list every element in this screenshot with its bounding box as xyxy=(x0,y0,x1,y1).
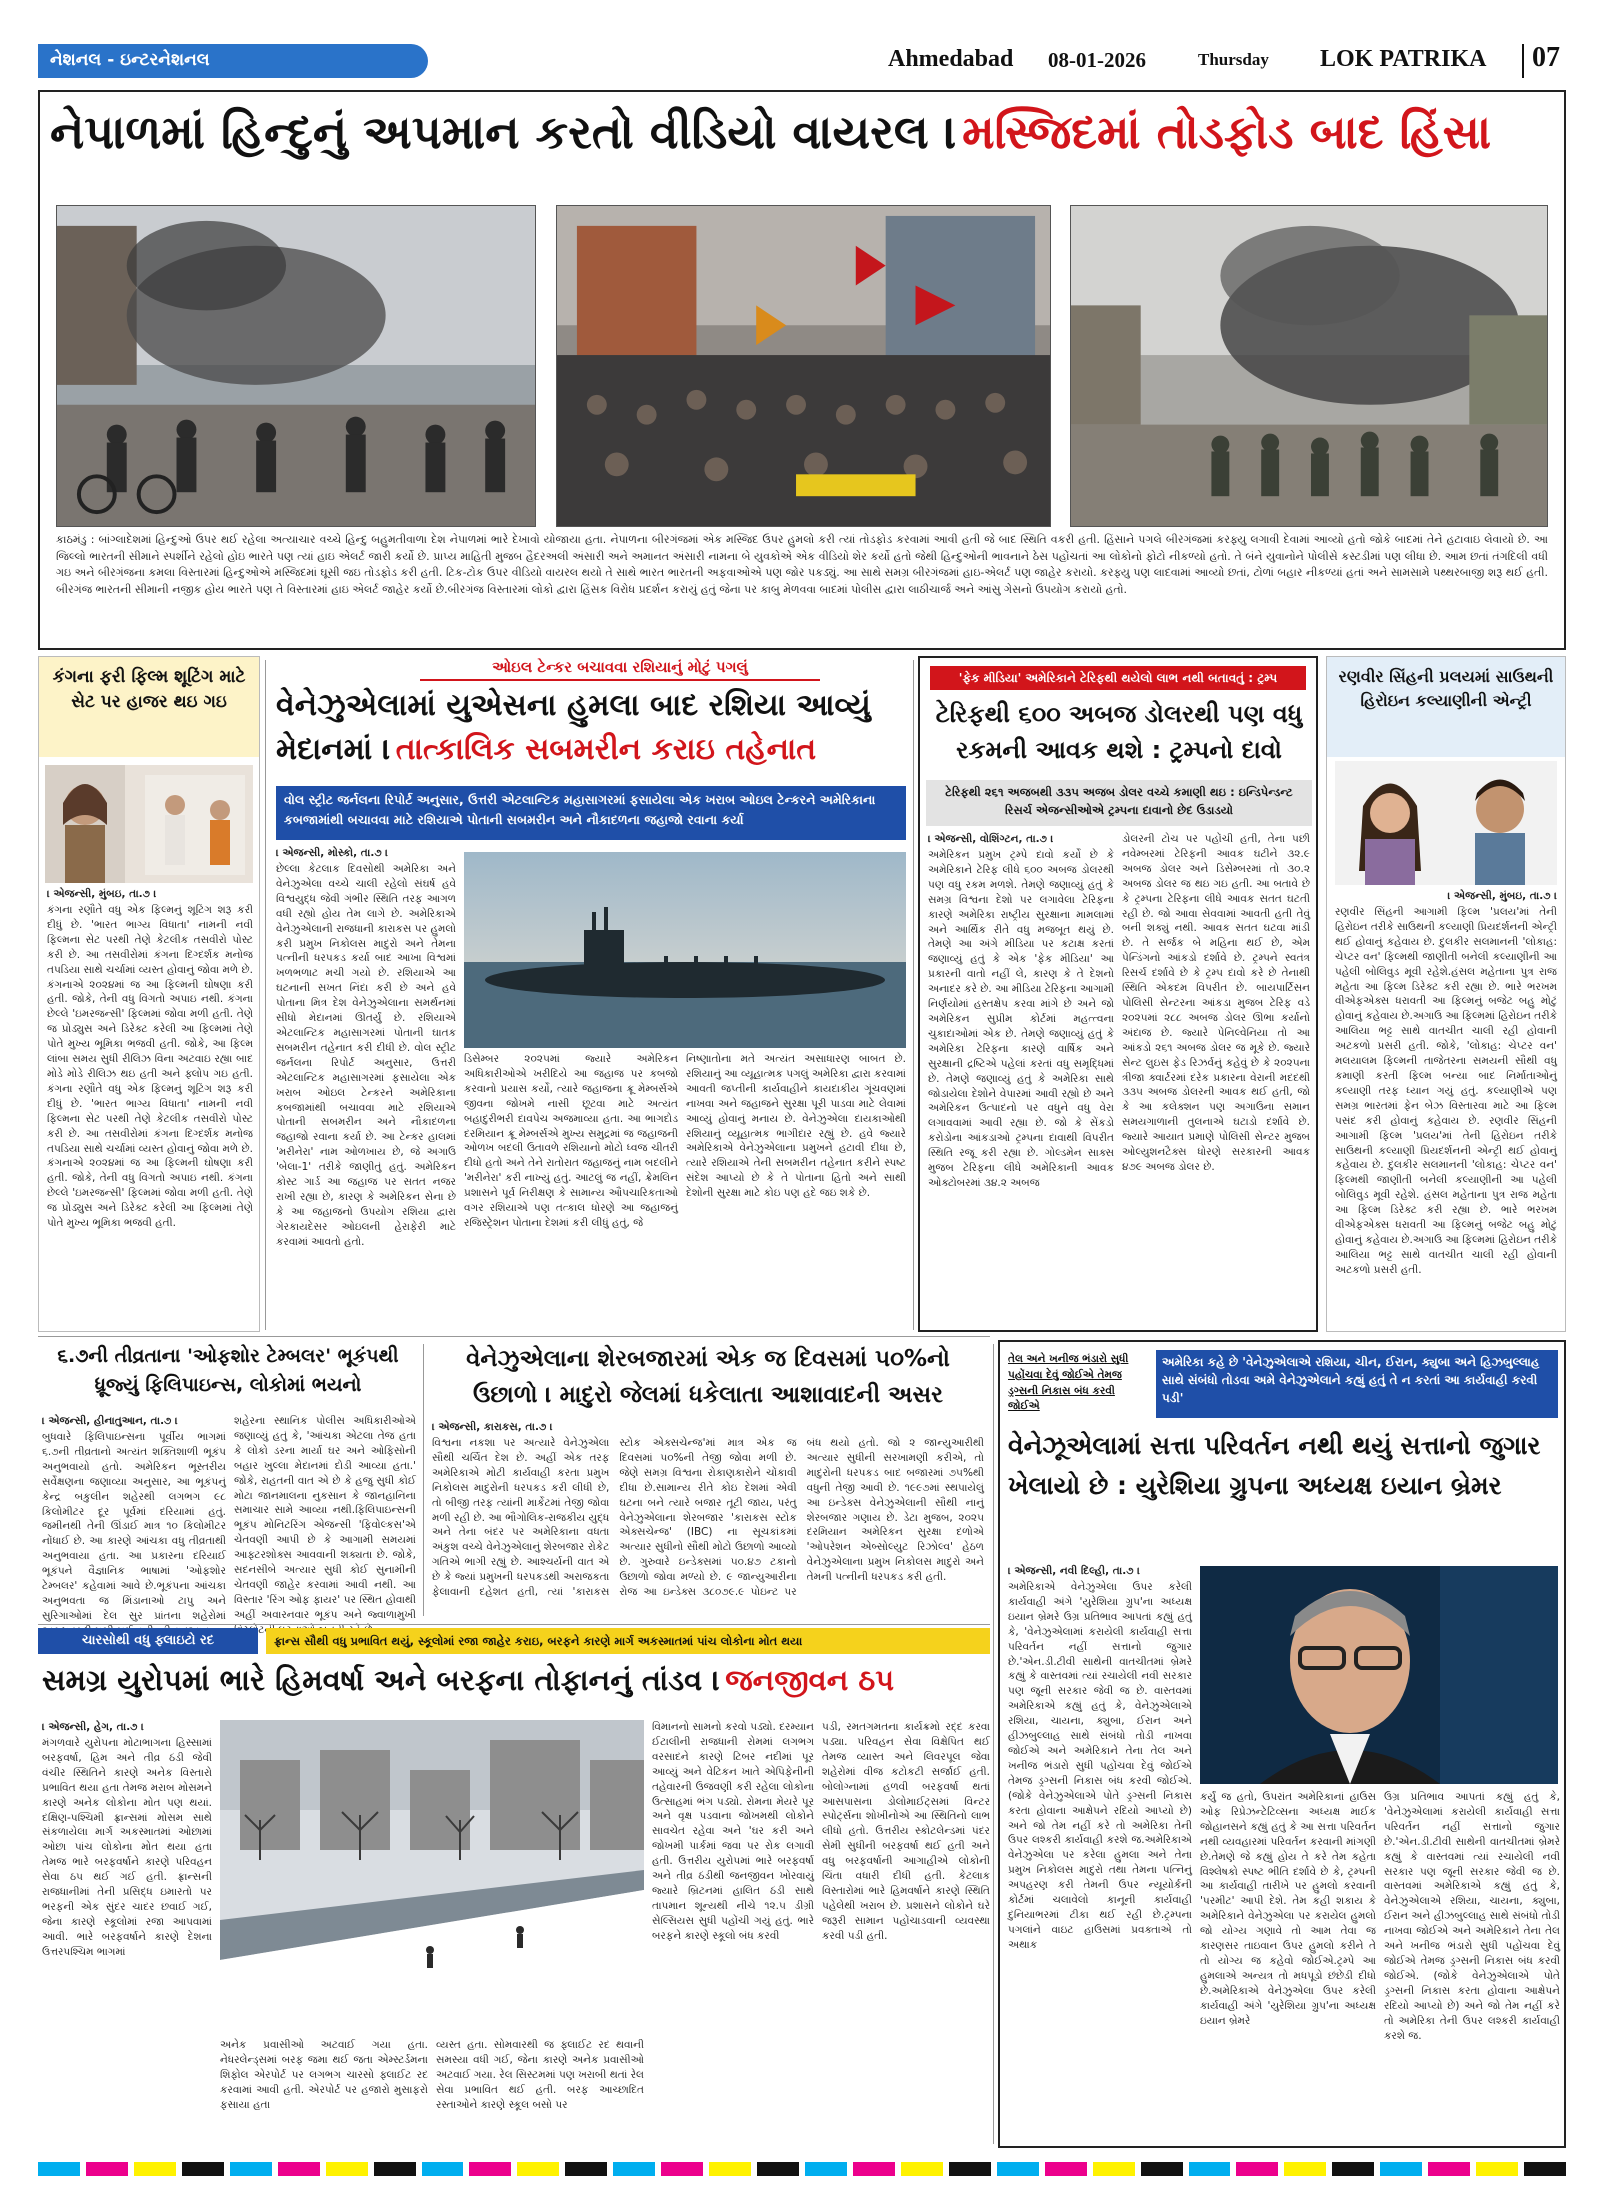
trump-tariff-kicker: 'ફેક મીડિયા' અમેરિકાને ટેરિફથી થયેલો લાભ નથી બતાવતું : ટ્રમ્પ xyxy=(930,666,1306,690)
divider-v4 xyxy=(993,1344,994,2144)
section-label: નેશનલ - ઇન્ટરનેશનલ xyxy=(50,50,210,70)
ranveer-dateline: । એજન્સી, મુંબઇ, તા.૭ । xyxy=(1447,890,1557,902)
snow-street-photo xyxy=(220,1720,644,2032)
europe-body-mid: વિમાનનો સામનો કરવો પડ્યો. દરમ્યાન ઈટાલીની રાજધાની રોમમાં લગભગ વરસાદને કારણે ટિબર નદીમાં પૂર આવ્યું અને વેટિકન ખાતે એપિફેનીની તહેવારની ઉજવણી કરી રહેલા લોકોના ઉત્સાહમાં ભંગ પડ્યો. રોમના મેયરે પૂર અને વૃક્ષ પડવાના જોખમથી લોકોને સાવચેત રહેવા અને 'ઘર કરી અને જોખમી પાર્કમાં જવા પર રોક લગાવી હતી. ઉત્તરીય યુરોપમાં ભારે બરફવર્ષા અને તીવ્ર ઠંડીથી જનજીવન ખોરવાયું જ્યારે બ્રિટનમાં હાલિત ઠંડી સાથે તાપમાન શૂન્યથી નીચે ૧૨.૫ ડીગ્રી સેલ્સિયસ સુધી પહોંચી ગયું હતું. ભારે બરફને કારણે સ્કૂલો બંધ કરવી xyxy=(652,1721,814,1942)
europe-story xyxy=(38,1628,990,2148)
paper-name: LOK PATRIKA xyxy=(1320,46,1487,72)
quake-story xyxy=(38,1340,418,1620)
stock-dateline: । એજન્સી, કારાકસ, તા.૭ । xyxy=(432,1421,553,1433)
lead-caption: કાઠમંડુ : બાંગ્લાદેશમાં હિન્દુઓ ઉપર થઈ રહેલા અત્યાચાર વચ્ચે હિન્દુ બહુમતીવાળા દેશ નેપાળમાં ભારે દેખાવો યોજાયા હતા. નેપાળના બીરગંજમાં એક મસ્જિદ ઉપર હુમલો કરી ત્યાં તોડફોડ કરવામાં આવી હતી જે બાદ સ્થિતિ વકરી હતી. હિંસાને પગલે બીરગંજમાં કરફ્યુ લગાવી દેવામાં આવ્યો હતો જોકે બાદમાં તેને હટાવાઇ લેવાયો છે. આ જિલ્લો ભારતની સીમાને સ્પર્શીને રહેલો હોઇ ભારતે પણ ત્યાં હાઇ એલર્ટ જારી કર્યો છે. પ્રાપ્ય માહિતી મુજબ હૈદરઅલી અંસારી અને અમાનત અંસારી નામના બે યુવકોએ એક વીડિયો શેર કર્યો હતો જેથી હિન્દુઓની ભાવનાને ઠેસ પહોંચતાં આ લોકોનો ફોટો નીકળ્યો હતો. તે બંને યુવાનોને પોલીસે કસ્ટડીમાં પણ લીધા છે. આમ છતાં તંગદિલી વધી ગઇ અને બીરગંજના કમલા વિસ્તારમાં હિન્દુઓએ મસ્જિદમાં ઘૂસી જઇ તોડફોડ કરી હતી. ટિક-ટોક ઉપર વીડિયો વાયરલ થયો તે સાથે ભારત ભારતની અફવાઓએ પણ જોર પકડ્યું. આ સાથે સમગ્ર બીરગંજમાં હાઇ-એલર્ટ પણ જાહેર કરાયો. કરફ્યુ પણ લાદવામાં આવ્યો છતાં, ટોળાં બહાર નીકળ્યાં હતાં અને સામસામે પથ્થરબાજી શરૂ થઈ હતી. બીરગંજ ભારતની સીમાની નજીક હોય ભારતે પણ તે વિસ્તારમાં હાઇ એલર્ટ જાહેર કર્યો છે.બીરગંજ વિસ્તારમાં લોકો દ્વારા હિંસક વિરોધ પ્રદર્શન કરાયું હતું જેના પર કાબુ મેળવવા બાદમાં પોલીસ દ્વારા લાઠીચાર્જ અને આંસુ ગેસનો ઉપયોગ કરાયો હતો. xyxy=(56,533,1548,596)
trump-tariff-headline: ટેરિફથી ૬૦૦ અબજ ડોલરથી પણ વધુ રકમની આવક થશે : ટ્રમ્પનો દાવો xyxy=(935,700,1303,764)
kangana-dateline: । એજન્સી, મુંબઇ, તા.૭ । xyxy=(47,888,157,900)
venezuela-russia-subhead: વોલ સ્ટ્રીટ જર્નલના રિપોર્ટ અનુસાર, ઉત્તરી એટલાન્ટિક મહાસાગરમાં ફસાયેલા એક ખરાબ ઓઇલ ટેન્કરને અમેરિકાના કબજામાંથી બચાવવા માટે રશિયાએ પોતાની સબમરીન અને નૌકાદળના જહાજો રવાના કર્યા xyxy=(276,786,906,840)
trump-tariff-dateline: । એજન્સી, વોશિંગ્ટન, તા.૭ । xyxy=(928,833,1054,845)
europe-headline-accent: જનજીવન ઠપ xyxy=(725,1663,895,1697)
europe-headline-main: સમગ્ર યુરોપમાં ભારે હિમવર્ષા અને બરફના તોફાનનું તાંડવ । xyxy=(42,1663,721,1697)
europe-dateline: । એજન્સી, હેગ, તા.૭ । xyxy=(42,1721,144,1733)
venezuela-russia-body-mid: ડિસેમ્બર ૨૦૨૫માં જ્યારે અમેરિકન અધિકારીઓએ ખરીદિયે આ જહાજ પર કબજો કરવાનો પ્રયાસ કર્યો, ત્યારે જહાજના ક્રૂ મેમ્બર્સએ જીવના જોખમે નાસી છૂટવા માટે અત્યંત બહાદુરીભરી દાવપેચ અજમાવ્યા હતા. આ ભાગદોડ દરમિયાન ક્રૂ મેમ્બર્સએ મુખ્ય સમુદ્રમાં જ જહાજની ઓળખ બદલી ઉતાવળે રશિયાનો મોટો ધ્વજ ચીતરી દીધો હતો અને તેને રાતોરાત જહાજનું નામ બદલીને 'મરીનેરા' કરી નાખ્યું હતું. આટલું જ નહીં, ક્રેમલિન પ્રશાસને પૂર્વ નિરીક્ષણ કે સામાન્ય ઔપચારિકતાઓ વગર રશિયાએ પણ તત્કાલ ધોરણે આ જહાજનું રજિસ્ટ્રેશન પોતાના દેશમાં કરી લીધું હતું, જે xyxy=(464,1053,678,1229)
stock-story xyxy=(428,1340,988,1620)
venezuela-russia-body-right: નિષ્ણાતોના મતે અત્યંત અસાધારણ બાબત છે. રશિયાનું આ વ્યૂહાત્મક પગલું અમેરિકા દ્વારા કરવામાં આવતી જપ્તીની કાર્યવાહીને કાયદાકીય ગૂંચવણમાં નાખવા અને જહાજને સુરક્ષા પૂરી પાડવા માટે લેવામાં આવ્યું હોવાનું મનાય છે. વેનેઝુએલા દાયકાઓથી રશિયાનું વ્યૂહાત્મક ભાગીદાર રહ્યું છે. હવે જ્યારે અમેરિકાએ વેનેઝુએલાના પ્રમુખને હટાવી દીધા છે, ત્યારે રશિયાએ તેની સબમરીન તહેનાત કરીને સ્પષ્ટ સંદેશ આપ્યો છે કે તે પોતાના હિતો અને સાથી દેશોની સુરક્ષા માટે કોઇ પણ હદે જઇ શકે છે. xyxy=(686,1053,906,1200)
quake-body-left: બુધવારે ફિલિપાઇન્સના પૂર્વીય ભાગમાં ૬.૭ની તીવ્રતાનો અત્યંત શક્તિશાળી ભૂકંપ અનુભવાયો હતો. અમેરિકન ભૂસ્તરીય સર્વેક્ષણના જણાવ્યા અનુસાર, આ ભૂકંપનું કેન્દ્ર બકુલીન શહેરથી લગભગ ૯૮ કિલોમીટર દૂર પૂર્વમાં દરિયામાં હતું. જમીનથી તેની ઊંડાઈ માત્ર ૧૦ કિલોમીટર નોંધાઈ છે. આ કારણે આંચકા વધુ તીવ્રતાથી અનુભવાયા હતા. આ પ્રકારના દરિયાઈ ભૂકંપને વૈજ્ઞાનિક ભાષામાં 'ઓફશોર ટેમ્બલર' કહેવામાં આવે છે.ભૂકંપના આંચકા અનુભવતા જ મિંડાનાઓ ટાપુ અને સુરિગાઓમાં દેલ સુર પ્રાંતના શહેરોમાં xyxy=(42,1431,226,1622)
europe-body-left: મંગળવારે યુરોપના મોટાભાગના હિસ્સામાં બરફવર્ષા, હિમ અને તીવ્ર ઠંડી જેવી વંચીર સ્થિતિને કારણે અનેક વિસ્તારો પ્રભાવિત થયા હતા તેમજ મરાબ મોસમને કારણે અનેક લોકોના મોત પણ થયાં. દક્ષિણ-પશ્ચિમી ફ્રાન્સમાં મોસમ સાથે સંકળાયેલા માર્ગ અકસ્માતમાં ઓછામાં ઓછા પાંચ લોકોના મોત થયા હતા તેમજ ભારે બરફવર્ષાને કારણે પરિવહન સેવા ઠપ થઈ ગઈ હતી. ફ્રાન્સની રાજધાનીમાં તેની પ્રસિદ્ધ ઇમારતો પર ભરફની એક સુંદર ચાદર છવાઈ ગઈ, જેના કારણે સ્કૂલોમાં રજા આપવામાં આવી. ભારે બરફવર્ષાને કારણે દેશના ઉત્તરપશ્ચિમ ભાગમાં xyxy=(42,1737,212,1958)
venezuela-russia-headline xyxy=(276,684,906,780)
quake-headline: ૬.૭ની તીવ્રતાના 'ઓફશોર ટેમ્બલર' ભૂકંપથી ધ્રૂજ્યું ફિલિપાઇન્સ, લોકોમાં ભયનો xyxy=(57,1345,399,1397)
lead-outline xyxy=(38,90,1566,650)
venezuela-russia-kicker: ઓઇલ ટેન્કર બચાવવા રશિયાનું મોટું પગલું xyxy=(420,658,820,681)
quake-body-right: શહેરના સ્થાનિક પોલીસ અધિકારીઓએ જણાવ્યું હતું કે, 'આંચકા એટલા તેજ હતા કે લોકો ડરના માર્યા ઘર અને ઓફિસોની બહાર ખુલ્લા મેદાનમાં દોડી આવ્યા હતા.' જોકે, રાહતની વાત એ છે કે હજુ સુધી કોઈ મોટા જાનમાલના નુકસાન કે જાનહાનિના સમાચાર સામે આવ્યા નથી.ફિલિપાઇન્સની ભૂકંપ મોનિટરિંગ એજન્સી 'ફિવોલ્કસ'એ ચેતવણી આપી છે કે આગામી સમયમાં આફ્ટરશોક્સ આવવાની શક્યતા છે. જોકે, સદનસીબે અત્યાર સુધી કોઈ સુનામીની ચેતવણી જાહેર કરવામાં આવી નથી. આ વિસ્તાર 'રિંગ ઓફ ફાયર' પર સ્થિત હોવાથી અહીં અવારનવાર ભૂકંપ અને જ્વાળામુખી xyxy=(234,1415,416,1621)
submarine-photo xyxy=(464,852,906,1048)
trump-tariff-story xyxy=(918,656,1318,1332)
stock-headline: વેનેઝુએલાના શેરબજારમાં એક જ દિવસમાં ૫૦%નો ઉછાળો । માદુરો જેલમાં ધકેલાતા આશાવાદની અસર xyxy=(466,1346,950,1408)
europe-caption-mid: વ્યસ્ત હતા. સોમવારથી જ ફ્લાઈટ રદ થવાની સમસ્યા વધી ગઈ, જેના કારણે અનેક પ્રવાસીઓ અટવાઈ ગયા. રેલ સિસ્ટમમાં પણ ખરાબી થતાં રેલ સેવા પ્રભાવિત થઈ હતી. બરફ આચ્છાદિત રસ્તાઓને કારણે સ્કૂલ બસો પર xyxy=(436,2039,644,2111)
ranveer-body: રણવીર સિંહની આગામી ફિલ્મ 'પ્રલય'માં તેની હિરોઇન તરીકે સાઉથની કલ્યાણી પ્રિયદર્શનની એન્ટ્રી થઈ હોવાનું કહેવાય છે. દુલકીર સલમાનની 'લોકાહ: ચેપ્ટર વન' ફિલ્મથી જાણીતી બનેલી કલ્યાણીની આ પહેલી બોલિવુડ મૂવી રહેશે.હંસલ મહેતાના પુત્ર રાજ મહેતા આ ફિલ્મ ડિરેક્ટ કરી રહ્યા છે. ભારે ભરખમ વીએફએક્સ ધરાવતી આ ફિલ્મનું બજેટ બહુ મોટું હોવાનું કહેવાય છે.અગાઉ આ ફિલ્મમાં હિરોઇન તરીકે આલિયા ભટ્ટ સાથે વાતચીત ચાલી રહી હોવાની અટકળો પ્રસરી હતી. જોકે, 'લોકાહ: ચેપ્ટર વન' મલયાલમ ફિલ્મની તાજેતરના સમયની સૌથી વધુ કમાણી કરતી ફિલ્મ બન્યા બાદ નિર્માતાઓનું કલ્યાણી તરફ ધ્યાન ગયું હતું. કલ્યાણીએ પણ સમગ્ર ભારતમાં ફેન બેઝ વિસ્તારવા માટે આ ફિલ્મ પસંદ કરી હોવાનું કહેવાય છે. રણવીર સિંહની આગામી ફિલ્મ 'પ્રલય'માં તેની હિરોઇન તરીકે સાઉથની કલ્યાણી પ્રિયદર્શનની એન્ટ્રી થઈ હોવાનું કહેવાય છે. દુલકીર સલમાનની 'લોકાહ: ચેપ્ટર વન' ફિલ્મથી જાણીતી બનેલી કલ્યાણીની આ પહેલી બોલિવુડ મૂવી રહેશે. હંસલ મહેતાના પુત્ર રાજ મહેતા આ ફિલ્મ ડિરેક્ટ કરી રહ્યા છે. ભારે ભરખમ વીએફએક્સ ધરાવતી આ ફિલ્મનું બજેટ બહુ મોટું હોવાનું કહેવાય છે.અગાઉ આ ફિલ્મમાં હિરોઇન તરીકે આલિયા ભટ્ટ સાથે વાતચીત ચાલી રહી હોવાની અટકળો પ્રસરી હતી. xyxy=(1335,906,1557,1276)
venezuela-russia-body-left: છેલ્લા કેટલાક દિવસોથી અમેરિકા અને વેનેઝુએલા વચ્ચે ચાલી રહેલો સંઘર્ષ હવે વિશ્વયુદ્ધ જેવી ગંભીર સ્થિતિ તરફ આગળ વધી રહ્યો હોય તેમ લાગે છે. અમેરિકાએ વેનેઝુએલાની રાજધાની કારાકસ પર હુમલો કરી પ્રમુખ નિકોલસ માદુરો અને તેમના પત્નીની ધરપકડ કર્યા બાદ આખા વિશ્વમાં ખળભળાટ મચી ગયો છે. રશિયાએ આ ઘટનાની સખત નિંદા કરી છે અને હવે પોતાના મિત્ર દેશ વેનેઝુએલાના સમર્થનમાં સીધો મેદાનમાં ઊતર્યું છે. રશિયાએ એટલાન્ટિક મહાસાગરમાં પોતાની ઘાતક સબમરીન તહેનાત કરી દીધી છે. વોલ સ્ટ્રીટ જર્નલના રિપોર્ટ અનુસાર, ઉત્તરી એટલાન્ટિક મહાસાગરમાં ફસાયેલા એક ખરાબ ઓઇલ ટેન્કરને અમેરિકાના કબજામાંથી બચાવવા માટે રશિયાએ પોતાની સબમરીન અને નૌકાદળના જહાજો રવાના કર્યા છે. આ ટેન્કર હાલમાં 'મરીનેરા' નામ ઓળખાય છે, જે અગાઉ 'બેલા-1' તરીકે જાણીતું હતું. અમેરિકન કોસ્ટ ગાર્ડ આ જહાજ પર સતત નજર રાખી રહ્યા છે, કારણ કે અમેરિકન સેના છે કે આ જહાજનો ઉપયોગ રશિયા દ્વારા ગેરકાયદેસર ઓઇલની હેરાફેરી માટે કરવામાં આવતો હતો. xyxy=(276,863,456,1248)
city-label: Ahmedabad xyxy=(888,46,1014,72)
ranveer-photo xyxy=(1335,761,1557,885)
page-header xyxy=(38,40,1566,84)
kangana-body: કંગના રણૌતે વધુ એક ફિલ્મનું શૂટિંગ શરૂ કરી દીધું છે. 'ભારત ભાગ્ય વિધાતા' નામની નવી ફિલ્મના સેટ પરથી તેણે કેટલીક તસવીરો પોસ્ટ કરી છે. આ તસવીરોમાં કંગના દિગ્દર્શક મનોજ તપડિયા સાથે ચર્ચામાં વ્યસ્ત હોવાનું જોવા મળે છે. કંગનાએ ૨૦૨૪માં જ આ ફિલ્મની ઘોષણા કરી હતી. જોકે, તેની વધુ વિગતો અપાઇ નથી. કંગના છેલ્લે 'ઇમરજન્સી' ફિલ્મમાં જોવા મળી હતી. તેણે જ પ્રોડ્યુસ અને ડિરેક્ટ કરેલી આ ફિલ્મમાં તેણે પોતે મુખ્ય ભૂમિકા ભજવી હતી. જોકે, આ ફિલ્મ લાંબા સમય સુધી રીલિઝ વિના અટવાઇ રહ્યા બાદ મોડે મોડે રીલિઝ થઇ હતી અને ફ્લોપ ગઇ હતી. કંગના રણૌતે વધુ એક ફિલ્મનું શૂટિંગ શરૂ કરી દીધું છે. 'ભારત ભાગ્ય વિધાતા' નામની નવી ફિલ્મના સેટ પરથી તેણે કેટલીક તસવીરો પોસ્ટ કરી છે. આ તસવીરોમાં કંગના દિગ્દર્શક મનોજ તપડિયા સાથે ચર્ચામાં વ્યસ્ત હોવાનું જોવા મળે છે. કંગનાએ ૨૦૨૪માં જ આ ફિલ્મની ઘોષણા કરી હતી. જોકે, તેની વધુ વિગતો અપાઇ નથી. કંગના છેલ્લે 'ઇમરજન્સી' ફિલ્મમાં જોવા મળી હતી. તેણે જ પ્રોડ્યુસ અને ડિરેક્ટ કરેલી આ ફિલ્મમાં તેણે પોતે મુખ્ય ભૂમિકા ભજવી હતી. xyxy=(47,904,253,1230)
day-label: Thursday xyxy=(1198,50,1269,69)
ian-bremmer-photo xyxy=(1200,1566,1558,1784)
kangana-photo xyxy=(45,765,253,883)
europe-headline xyxy=(42,1662,990,1714)
eurasia-dateline: । એજન્સી, નવી દિલ્હી, તા.૭ । xyxy=(1008,1565,1140,1577)
venezuela-russia-headline-main: વેનેઝુએલામાં યુએસના હુમલા બાદ રશિયા આવ્યું મેદાનમાં । xyxy=(276,688,871,767)
venezuela-russia-story xyxy=(270,656,908,1332)
eurasia-kicker-right: અમેરિકા કહે છે 'વેનેઝુએલાએ રશિયા, ચીન, ઈરાન, ક્યુબા અને હિઝબુલ્લાહ સાથે સંબંધો તોડવા અમે વેનેઝુએલાને કહ્યું હતું તે ન કરતાં આ કાર્યવાહી કરવી પડી' xyxy=(1156,1350,1558,1418)
color-bar xyxy=(38,2162,1566,2176)
venezuela-russia-dateline: । એજન્સી, મોસ્કો, તા.૭ । xyxy=(276,847,389,859)
kangana-story xyxy=(38,656,260,1332)
lead-headline-main: નેપાળમાં હિન્દુનું અપમાન કરતો વીડિયો વાયરલ । xyxy=(50,105,957,159)
eurasia-body-mid: કર્યું જ હતો, ઉપરાંત અમેરિકાનાં હાઉસ ઓફ રિપ્રેઝન્ટેટિવ્સના અધ્યક્ષ માઈક જોહાનસને કહ્યું હતું કે આ સત્તા પરિવર્તન નથી વ્યવહારમાં પરિવર્તન કરવાની માંગણી છે.તેમણે જે કહ્યું હોય તે કરે તેમ કહેતા વિશ્લેષકો સ્પષ્ટ ભીતિ દર્શાવે છે કે, ટ્રમ્પની આ કાર્યવાહી તારીખે પર હુમલો કરવાની 'પરમીટ' આપી દેશે. તેમ કહી શકાય કે અમેરિકાને વેનેઝુએલા પર કરાયેલ હુમલો જો યોગ્ય ગણાવે તો આમ તેવા જ કારણસર તાઇવાન ઉપર હુમલો કરીને તે તો યોગ્ય જ કહેવો જોઈએ.ટ્રમ્પે આ હુમલાએ અન્યત્ર તો મધપૂડો છંછેડી દીધો છે.અમેરિકાએ વેનેઝુએલા ઉપર કરેલી કાર્યવાહી અંગે 'યુરેશિયા ગ્રુપ'ના અધ્યક્ષ ઇયાન બ્રેમરે xyxy=(1200,1791,1376,2027)
europe-caption-left: અનેક પ્રવાસીઓ અટવાઈ ગયા હતા. નેધરલેન્ડ્સમાં બરફ જમા થઈ જતા એમ્સ્ટર્ડમના શિફોલ એરપોર્ટ પર લગભગ ચારસો ફ્લાઈટ રદ કરવામાં આવી હતી. એરપોર્ટ પર હજારો મુસાફરો ફસાયા હતા xyxy=(220,2039,428,2111)
quake-dateline: । એજન્સી, હીનાતુઆન, તા.૭ । xyxy=(42,1415,178,1427)
trump-tariff-body-right: ડોલરની ટોચ પર પહોંચી હતી, તેના પછી નવેમ્બરમાં ટેરિફની આવક ઘટીને ૩૨.૯ અબજ ડોલર અને ડિસેમ્બરમાં તો ૩૦.૨ અબજ ડોલર જ થઇ ગઇ હતી. આ બતાવે છે કે ટ્રમ્પના ટેરિફના લીધે આવક સતત ઘટતી રહી છે. જો આવા સેવવામાં આવતી હતી તેવું બની શક્યું નથી. આવક સતત ઘટવા માંડી છે. તે સર્જક બે મહિના થઈ છે, એમ પેન્ડિંગનો આંકડો દર્શાવે છે. ટ્રમ્પને સ્વતંત્ર રિસર્ચ દર્શાવે છે કે ટ્રમ્પ દાવો કરે છે તેનાથી સ્થિતિ એકદમ વિપરીત છે. બાયપાર્ટિસન પોલિસી સેન્ટરના આંકડા મુજબ ટેરિફ વડે ૨૦૨૫માં ૨૮૮ અબજ ડોલર ઊભા કર્યાનો અંદાજ છે. જ્યારે પેનિલ્વેનિયા તો આ આંકડો ૨૬૧ અબજ ડોલર જ મૂકે છે. જ્યારે સેન્ટ લુઇસ ફેડ રિઝર્વનું કહેવું છે કે ૨૦૨૫ના ત્રીજા ક્વાર્ટરમાં દરેક પ્રકારના વેરાની મદદથી ૩૩૫ અબજ ડોલરની આવક થઈ હતી, જો કે આ કલેક્શન પણ અગાઉના સમાન સમયગાળાની તુલનાએ ઘટાડો દર્શાવે છે. જ્યારે આયાત પ્રમાણે પોલિસી સેન્ટર મુજબ ઓલ્યુશનટૈક્સ ધોરણે સરકારની આવક ૪૭૯ અબજ ડોલર છે. xyxy=(1122,833,1310,1173)
eurasia-body-top: અમેરિકાએ વેનેઝુએલા ઉપર કરેલી કાર્યવાહી અંગે 'યુરેશિયા ગ્રુપ'ના અધ્યક્ષ ઇયાન બ્રેમરે ઉગ્ર પ્રતિભાવ આપતાં કહ્યું હતું કે, 'વેનેઝુએલામાં કરાયેલી કાર્યવાહી સત્તા પરિવર્તન નહીં સત્તાનો જુગાર છે.'એન.ડી.ટીવી સાથેની વાતચીતમાં બ્રેમરે કહ્યું કે વાસ્તવમાં ત્યાં રચાયેલી નવી સરકાર પણ જૂની સરકાર જેવી જ છે. વાસ્તવમાં અમેરિકાએ કહ્યું હતું કે, વેનેઝુએલાએ રશિયા, ચાયના, ક્યુબા, ઈરાન અને હીઝબુલ્લાહ સાથે સંબંધો તોડી નાખવા જોઈએ અને અમેરિકાને તેના તેલ અને ખનીજ ભંડારો સુધી પહોંચવા દેવું જોઈએ તેમજ ડ્રગ્સની નિકાસ બંધ કરવી જોઈએ. (જોકે વેનેઝુએલાએ પોતે ડ્રગ્સની નિકાસ કરતા હોવાના આક્ષેપને રદિયો આપ્યો છે) અને જો તેમ નહીં કરે તો અમેરિકા તેની ઉપર લશ્કરી કાર્યવાહી કરશે જ.અમેરિકાએ વેનેઝુએલા પર કરેલા હુમલા અને તેના પ્રમુખ નિકોલસ માદુરો તથા તેમના પત્નિનું અપહરણ કરી તેમની ઉપર ન્યૂયોર્કની કોર્ટમાં ચલાવેલો કાનૂની કાર્યવાહી દુનિયાભરમાં ટીકા થઈ રહી છે.ટ્રમ્પના પગલાંને વાઇટ હાઉસમાં પ્રવક્તાએ તો અથાક xyxy=(1008,1581,1192,1951)
venezuela-russia-headline-accent: તાત્કાલિક સબમરીન કરાઇ તહેનાત xyxy=(395,731,817,767)
stock-body: વિશ્વના નકશા પર અત્યારે વેનેઝુએલા સૌથી ચર્ચિત દેશ છે. અહીં એક તરફ અમેરિકાએ મોટી કાર્યવાહી કરતા પ્રમુખ નિકોલસ માદુરોની ધરપકડ કરી લીધી છે, તો બીજી તરફ ત્યાંની માર્કેટમાં તેજી જોવા મળી રહી છે. આ ભૌગોલિક-રાજકીય યુદ્ધ અને તેના બંદર પર અમેરિકાના વધતા અંકુશ વચ્ચે વેનેઝુએલાનું શેરબજાર રોકેટ ગતિએ ભાગી રહ્યું છે. આશ્ચર્યની વાત એ છે કે જ્યાં પ્રમુખની ધરપકડથી અરાજકતા ફેલાવાની દહેશત હતી, ત્યાં 'કારાકસ સ્ટોક એક્સચેન્જ'માં માત્ર એક જ દિવસમાં ૫૦%ની તેજી જોવા મળી છે. જેણે સમગ્ર વિશ્વના રોકાણકારોને ચોંકાવી દીધા છે.સામાન્ય રીતે કોઇ દેશમાં એવી ઘટના બને ત્યારે બજાર તૂટી જાય, પરંતુ વેનેઝુએલાના શેરબજાર 'કારાકસ સ્ટોક એક્સચેન્જ' (IBC) ના સૂચકાંકમાં અત્યાર સુધીનો સૌથી મોટો ઉછાળો આવ્યો છે. ગુરુવારે ઇન્ડેક્સમાં ૫૦.૪૭ ટકાનો ઉછાળો જોવા મળ્યો છે. ૯ જાન્યુઆરીના રોજ આ ઇન્ડેક્સ ૩૮૦૭૯.૯ પોઇન્ટ પર બંધ થયો હતો. જો ૨ જાન્યુઆરીથી અત્યાર સુધીની સરખામણી કરીએ, તો માદુરોની ધરપકડ બાદ બજારમાં ૭૫%થી વધુની તેજી આવી છે. ૧૯૯૭માં સ્થપાયેલું આ ઇન્ડેક્સ વેનેઝુએલાની સૌથી નાનું શેરબજાર ગણાય છે. ડેટા મુજબ, ૨૦૨૫ દરમિયાન અમેરિકન સુરક્ષા દળોએ 'ઓપરેશન એબ્સોલ્યુટ રિઝોલ્વ' હેઠળ વેનેઝુએલાના પ્રમુખ નિકોલસ માદુરો અને તેમની પત્નીની ધરપકડ કરી હતી. xyxy=(432,1437,984,1599)
eurasia-headline: વેનેઝૂએલામાં સત્તા પરિવર્તન નથી થયું સત્તાનો જુગાર ખેલાયો છે : યુરેશિયા ગ્રુપના અધ્યક્ષ ઇયાન બ્રેમર xyxy=(1008,1431,1541,1500)
divider-v2 xyxy=(913,660,914,1330)
trump-tariff-body-left: અમેરિકન પ્રમુખ ટ્રમ્પે દાવો કર્યો છે કે અમેરિકાને ટેરિફ લીધે ૬૦૦ અબજ ડોલરથી પણ વધુ રકમ મળશે. તેમણે જણાવ્યું હતું કે સમગ્ર વિશ્વના દેશો પર લગાવેલા ટેરિફના કારણે અમેરિકા રાષ્ટ્રીય સુરક્ષાના મામલામાં અને આર્થિક રીતે વધુ મજબૂત થયું છે. તેમણે આ અંગે મીડિયા પર કટાક્ષ કરતાં જણાવ્યું હતું કે એક 'ફેક મીડિયા' આ પ્રકારની વાતો નહીં લે, કારણ કે તે દેશનો અનાદર કરે છે. આ મીડિયા ટેરિફના આગામી નિર્ણયોમાં હસ્તક્ષેપ કરવા માંગે છે અને જો અમેરિકન સુપ્રીમ કોર્ટમાં મહત્ત્વના ચુકાદાઓમાં એક છે. તેમણે જણાવ્યું હતું કે અમેરિકા ટેરિફના કારણે વાર્ષિક અને સુરક્ષાની દ્રષ્ટિએ પહેલાં કરતાં વધુ સમૃદ્ધિમાં છે. તેમણે જણાવ્યું હતું કે અમેરિકા સાથે જોડાયેલા દેશોને વેપારમાં આવી રહ્યો છે અને અમેરિકન ઉત્પાદનો પર વધુને વધુ વેરા લગાવવામાં આવી રહ્યા છે. જો કે સેંકડો કરોડોના આંકડાઓ ટ્રમ્પના દાવાથી વિપરીત સ્થિતિ રજૂ કરી રહ્યા છે. ગોલ્ડમેન સાક્સ મુજબ ટેરિફના લીધે અમેરિકાની આવક ઓક્ટોબરમાં ૩૪.૨ અબજ xyxy=(928,849,1114,1189)
europe-kicker: ફ્રાન્સ સૌથી વધુ પ્રભાવિત થયું, સ્કૂલોમાં રજા જાહેર કરાઇ, બરફને કારણે માર્ગ અકસ્માતમાં પાંચ લોકોના મોત થયા xyxy=(266,1628,990,1654)
europe-body-right: પડી, રમતગમતના કાર્યક્રમો રદ્દ કરવા પડ્યા. પરિવહન સેવા વિક્ષેપિત થઈ તેમજ વ્યાસ્ત અને લિવરપૂલ જેવા શહેરોમાં વીજ કટોકટી સર્જાઈ હતી. બોલોગ્નામાં હળવી બરફવર્ષા થતાં આસપાસના ડોલોમાઈટ્સમાં વિન્ટર સ્પોર્ટ્સના શોખીનોએ આ સ્થિતિનો લાભ લીધો હતો. ઉત્તરીય સ્કોટલેન્ડમાં પંદર સેમી સુધીની બરફવર્ષા થઈ હતી અને વધુ બરફવર્ષાની આગાહીએ લોકોની ચિંતા વધારી દીધી હતી. કેટલાક વિસ્તારોમાં ભારે હિમવર્ષાને કારણે સ્થિતિ પહેલેથી ખરાબ છે. પ્રશાસને લોકોને ઘરે જરૂરી સામાન પહોંચાડવાની વ્યવસ્થા કરવી પડી હતી. xyxy=(822,1721,990,1942)
page-number: 07 xyxy=(1532,42,1560,73)
ranveer-headline: રણવીર સિંહની પ્રલયમાં સાઉથની હિરોઇન કલ્યાણીની એન્ટ્રી xyxy=(1338,667,1554,710)
ranveer-story xyxy=(1326,656,1566,1332)
kangana-headline: કંગના ફરી ફિલ્મ શૂટિંગ માટે સેટ પર હાજર થઇ ગઇ xyxy=(52,667,246,712)
eurasia-body-right: ઉગ્ર પ્રતિભાવ આપતાં કહ્યું હતું કે, 'વેનેઝુએલામાં કરાયેલી કાર્યવાહી સત્તા પરિવર્તન નહીં સત્તાનો જુગાર છે.'એન.ડી.ટીવી સાથેની વાતચીતમાં બ્રેમરે કહ્યું કે વાસ્તવમાં ત્યાં રચાયેલી નવી સરકાર પણ જૂની સરકાર જેવી જ છે. વાસ્તવમાં અમેરિકાએ કહ્યું હતું કે, વેનેઝુએલાએ રશિયા, ચાયના, ક્યુબા, ઈરાન અને હીઝબુલ્લાહ સાથે સંબંધો તોડી નાખવા જોઈએ અને અમેરિકાને તેના તેલ અને ખનીજ ભંડારો સુધી પહોંચવા દેવું જોઈએ તેમજ ડ્રગ્સની નિકાસ બંધ કરવી જોઈએ. (જોકે વેનેઝુએલાએ પોતે ડ્રગ્સની નિકાસ કરતા હોવાના આક્ષેપને રદિયો આપ્યો છે) અને જો તેમ નહીં કરે તો અમેરિકા તેની ઉપર લશ્કરી કાર્યવાહી કરશે જ. xyxy=(1384,1791,1560,2042)
header-divider xyxy=(1522,44,1524,78)
trump-tariff-subhead: ટેરિફથી ૨૬૧ અજબથી ૩૩૫ અજબ ડોલર વચ્ચે કમાણી થઇ : ઇન્ડિપેન્ડન્ટ રિસર્ચ એજન્સીઓએ ટ્રમ્પના દાવાનો છેદ ઉડાડયો xyxy=(926,780,1312,826)
section-tab xyxy=(38,44,428,78)
divider-h1 xyxy=(38,1336,990,1337)
lead-headline-accent: મસ્જિદમાં તોડફોડ બાદ હિંસા xyxy=(962,105,1492,159)
divider-v3 xyxy=(423,1344,424,1616)
divider-h2 xyxy=(38,1624,990,1625)
date-label: 08-01-2026 xyxy=(1048,48,1146,72)
eurasia-kicker-left: તેલ અને ખનીજ ભંડારો સુધી પહોંચવા દેવું જોઈએ તેમજ ડ્રગ્સની નિકાસ બંધ કરવી જોઈએ xyxy=(1008,1353,1129,1413)
eurasia-story xyxy=(998,1340,1566,2148)
europe-tag: ચારસોથી વધુ ફ્લાઇટો રદ xyxy=(38,1628,258,1654)
divider-v1 xyxy=(265,660,266,1330)
